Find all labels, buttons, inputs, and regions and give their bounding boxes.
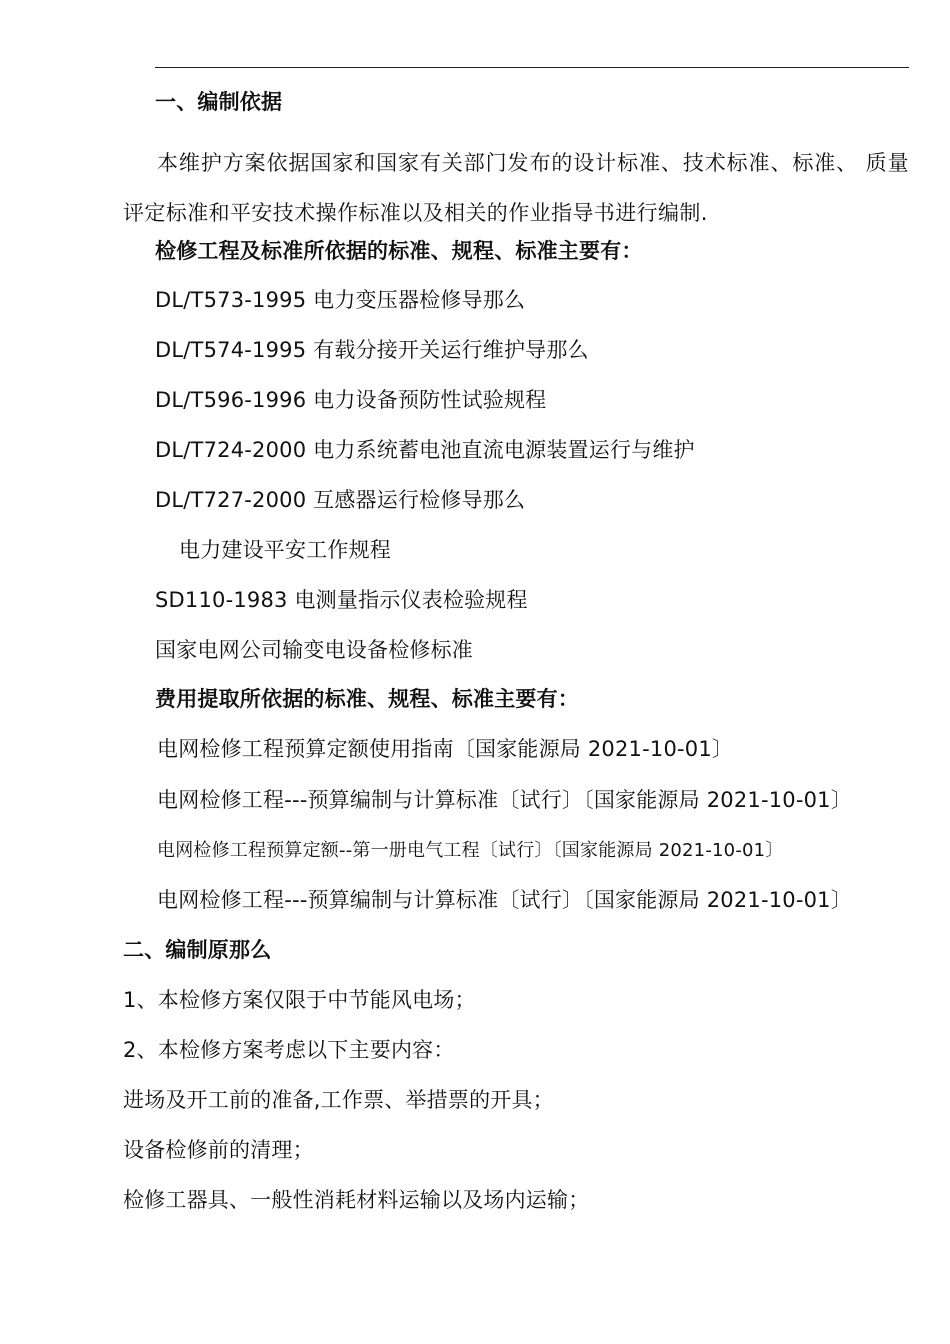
cost-standard-item: 电网检修工程---预算编制与计算标准〔试行〕〔国家能源局 2021-10-01〕 <box>157 788 852 812</box>
section1-heading: 一、编制依据 <box>155 90 283 114</box>
section1-intro-paragraph: 本维护方案依据国家和国家有关部门发布的设计标准、技术标准、标准、 质量评定标准和平安技术操作标准以及相关的作业指导书进行编制. <box>123 151 909 225</box>
cost-standard-item: 电网检修工程预算定额使用指南〔国家能源局 2021-10-01〕 <box>157 737 734 761</box>
maint-standard-item: DL/T573-1995 电力变压器检修导那么 <box>155 288 526 312</box>
header-rule <box>155 67 909 68</box>
principle-item: 1、本检修方案仅限于中节能风电场； <box>123 988 476 1012</box>
maint-standards-heading: 检修工程及标准所依据的标准、规程、标准主要有： <box>155 239 643 263</box>
principle-item: 2、本检修方案考虑以下主要内容： <box>123 1038 455 1062</box>
cost-standard-item: 电网检修工程---预算编制与计算标准〔试行〕〔国家能源局 2021-10-01〕 <box>157 888 852 912</box>
maint-standard-item: SD110-1983 电测量指示仪表检验规程 <box>155 588 528 612</box>
maint-standard-item: 电力建设平安工作规程 <box>179 538 391 562</box>
maint-standard-item: DL/T727-2000 互感器运行检修导那么 <box>155 488 526 512</box>
cost-standards-heading: 费用提取所依据的标准、规程、标准主要有： <box>155 687 579 711</box>
content-item: 检修工器具、一般性消耗材料运输以及场内运输； <box>123 1188 590 1212</box>
maint-standard-item: DL/T724-2000 电力系统蓄电池直流电源装置运行与维护 <box>155 438 695 462</box>
maint-standard-item: DL/T596-1996 电力设备预防性试验规程 <box>155 388 547 412</box>
maint-standard-item: 国家电网公司输变电设备检修标准 <box>155 638 473 662</box>
section2-heading: 二、编制原那么 <box>123 938 272 962</box>
maint-standard-item: DL/T574-1995 有载分接开关运行维护导那么 <box>155 338 589 362</box>
content-item: 设备检修前的清理； <box>123 1138 314 1162</box>
content-item: 进场及开工前的准备,工作票、举措票的开具； <box>123 1088 554 1112</box>
cost-standard-item: 电网检修工程预算定额--第一册电气工程〔试行〕〔国家能源局 2021-10-01〕 <box>157 840 784 861</box>
